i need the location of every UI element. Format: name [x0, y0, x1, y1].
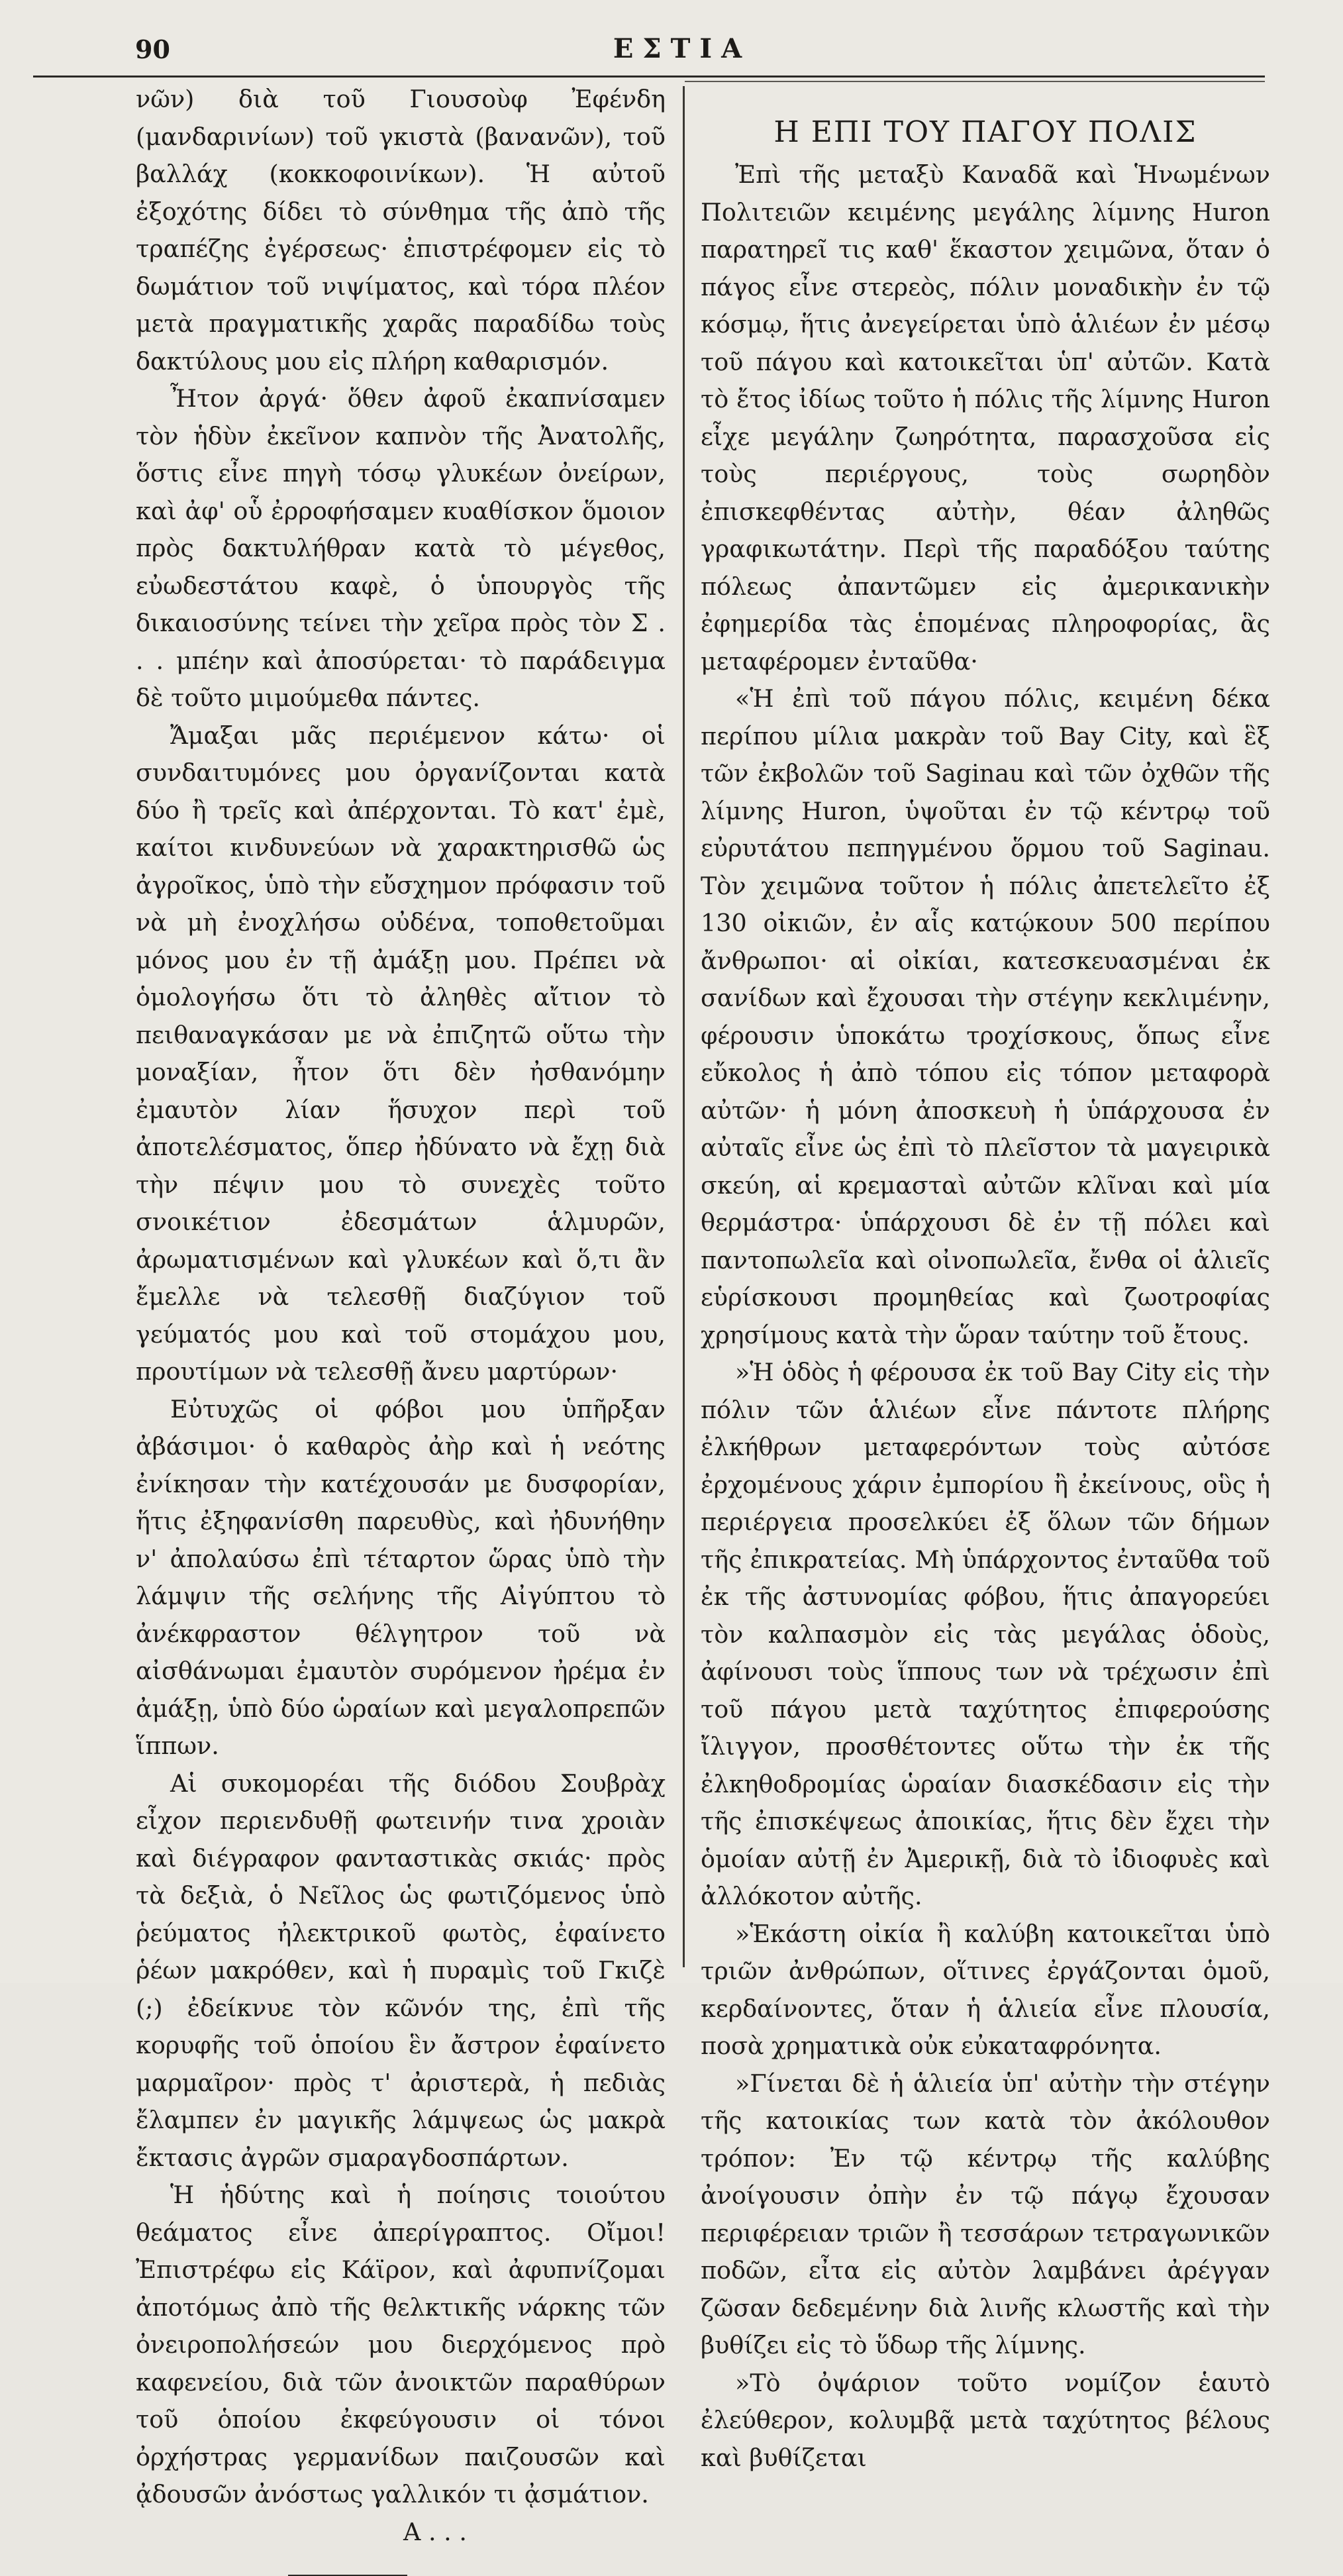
article-signature: Α . . .: [403, 2517, 467, 2546]
left-paragraph: Εὐτυχῶς οἱ φόβοι μου ὑπῆρξαν ἀβάσιμοι· ὁ καθαρὸς ἀὴρ καὶ ἡ νεότης ἐνίκησαν τὴν κατέχουσάν με δυσφορίαν, ἥτις ἐξηφανίσθη παρευθὺς, καὶ ἠδυνήθην ν' ἀπολαύσω ἐπὶ τέταρτον ὥρας ὑπὸ τὴν λάμψιν τῆς σελήνης τῆς Αἰγύπτου τὸ ἀνέκφραστον θέλγητρον τοῦ νὰ αἰσθάνωμαι ἐμαυτὸν συρόμενον ἠρέμα ἐν ἀμάξῃ, ὑπὸ δύο ὡραίων καὶ μεγαλοπρεπῶν ἵππων.: [136, 1394, 666, 1760]
left-paragraph: νῶν) διὰ τοῦ Γιουσοὺφ Ἐφένδη (μανδαρινίων) τοῦ γκιστὰ (βανανῶν), τοῦ βαλλάχ (κοκκοφοινίκων). Ἡ αὐτοῦ ἐξοχότης δίδει τὸ σύνθημα τῆς ἀπὸ τῆς τραπέζης ἐγέρσεως· ἐπιστρέφομεν εἰς τὸ δωμάτιον τοῦ νιψίματος, καὶ τόρα πλέον μετὰ πραγματικῆς χαρᾶς παραδίδω τοὺς δακτύλους μου εἰς πλήρη καθαρισμόν.: [136, 85, 666, 376]
right-column: [701, 81, 1270, 2477]
page-header: [99, 26, 1265, 73]
right-paragraph: Ἐπὶ τῆς μεταξὺ Καναδᾶ καὶ Ἡνωμένων Πολιτειῶν κειμένης μεγάλης λίμνης Huron παρατηρεῖ τις καθ' ἕκαστον χειμῶνα, ὅταν ὁ πάγος εἶνε στερεὸς, πόλιν μοναδικὴν ἐν τῷ κόσμῳ, ἥτις ἀνεγείρεται ὑπὸ ἁλιέων ἐν μέσῳ τοῦ πάγου καὶ κατοικεῖται ὑπ' αὐτῶν. Κατὰ τὸ ἔτος ἰδίως τοῦτο ἡ πόλις τῆς λίμνης Huron εἶχε μεγάλην ζωηρότητα, παρασχοῦσα εἰς τοὺς περιέργους, τοὺς σωρηδὸν ἐπισκεφθέντας αὐτὴν, θέαν ἀληθῶς γραφικωτάτην. Περὶ τῆς παραδόξου ταύτης πόλεως ἀπαντῶμεν εἰς ἀμερικανικὴν ἐφημερίδα τὰς ἑπομένας πληροφορίας, ἃς μεταφέρομεν ἐνταῦθα·: [701, 160, 1270, 676]
journal-title: ΕΣΤΙΑ: [613, 33, 752, 64]
column-divider: [683, 86, 685, 1967]
left-paragraph: Ἄμαξαι μᾶς περιέμενον κάτω· οἱ συνδαιτυμόνες μου ὀργανίζονται κατὰ δύο ἢ τρεῖς καὶ ἀπέρχονται. Τὸ κατ' ἐμὲ, καίτοι κινδυνεύων νὰ χαρακτηρισθῶ ὡς ἀγροῖκος, ὑπὸ τὴν εὔσχημον πρόφασιν τοῦ νὰ μὴ ἐνοχλήσω οὐδένα, τοποθετοῦμαι μόνος μου ἐν τῇ ἀμάξῃ μου. Πρέπει νὰ ὁμολογήσω ὅτι τὸ ἀληθὲς αἴτιον τὸ πειθαναγκάσαν με νὰ ἐπιζητῶ οὕτω τὴν μοναξίαν, ἦτον ὅτι δὲν ἠσθανόμην ἐμαυτὸν λίαν ἥσυχον περὶ τοῦ ἀποτελέσματος, ὅπερ ἠδύνατο νὰ ἔχῃ διὰ τὴν πέψιν μου τὸ συνεχὲς τοῦτο σνοικέτιον ἐδεσμάτων ἁλμυρῶν, ἀρωματισμένων καὶ γλυκέων καὶ ὅ,τι ἂν ἔμελλε νὰ τελεσθῇ διαζύγιον τοῦ γεύματός μου καὶ τοῦ στομάχου μου, προυτίμων νὰ τελεσθῇ ἄνευ μαρτύρων·: [136, 721, 666, 1386]
header-rule: [33, 76, 1265, 77]
page-number: 90: [135, 34, 170, 64]
left-paragraph: Ἦτον ἀργά· ὅθεν ἀφοῦ ἐκαπνίσαμεν τὸν ἡδὺν ἐκεῖνον καπνὸν τῆς Ἀνατολῆς, ὅστις εἶνε πηγὴ τόσῳ γλυκέων ὀνείρων, καὶ ἀφ' οὗ ἐρροφήσαμεν κυαθίσκον ὅμοιον πρὸς δακτυλήθραν κατὰ τὸ μέγεθος, εὐωδεστάτου καφὲ, ὁ ὑπουργὸς τῆς δικαιοσύνης τείνει τὴν χεῖρα πρὸς τὸν Σ . . . μπέην καὶ ἀποσύρεται· τὸ παράδειγμα δὲ τοῦτο μιμούμεθα πάντες.: [136, 384, 666, 712]
left-paragraph: Αἱ συκομορέαι τῆς διόδου Σουβρὰχ εἶχον περιενδυθῇ φωτεινήν τινα χροιὰν καὶ διέγραφον φανταστικὰς σκιάς· πρὸς τὰ δεξιὰ, ὁ Νεῖλος ὡς φωτιζόμενος ὑπὸ ῥεύματος ἠλεκτρικοῦ φωτὸς, ἐφαίνετο ῥέων μακρόθεν, καὶ ἡ πυραμὶς τοῦ Γκιζὲ (;) ἐδείκνυε τὸν κῶνόν της, ἐπὶ τῆς κορυφῆς τοῦ ὁποίου ἓν ἄστρον ἐφαίνετο μαρμαῖρον· πρὸς τ' ἀριστερὰ, ἡ πεδιὰς ἔλαμπεν ἐν μαγικῆς λάμψεως ὡς μακρὰ ἔκτασις ἀγρῶν σμαραγδοσπάρτων.: [136, 1769, 666, 2172]
right-paragraph: «Ἡ ἐπὶ τοῦ πάγου πόλις, κειμένη δέκα περίπου μίλια μακρὰν τοῦ Bay City, καὶ ἓξ τῶν ἐκβολῶν τοῦ Saginau καὶ τῶν ὀχθῶν τῆς λίμνης Huron, ὑψοῦται ἐν τῷ κέντρῳ τοῦ εὐρυτάτου πεπηγμένου ὅρμου τοῦ Saginau. Τὸν χειμῶνα τοῦτον ἡ πόλις ἀπετελεῖτο ἐξ 130 οἰκιῶν, ἐν αἷς κατῴκουν 500 περίπου ἄνθρωποι· αἱ οἰκίαι, κατεσκευασμέναι ἐκ σανίδων καὶ ἔχουσαι τὴν στέγην κεκλιμένην, φέρουσιν ὑποκάτω τροχίσκους, ὅπως εἶνε εὔκολος ἡ ἀπὸ τόπου εἰς τόπον μεταφορὰ αὐτῶν· ἡ μόνη ἀποσκευὴ ἡ ὑπάρχουσα ἐν αὐταῖς εἶνε ὡς ἐπὶ τὸ πλεῖστον τὰ μαγειρικὰ σκεύη, αἱ κρεμασταὶ αὐτῶν κλῖναι καὶ μία θερμάστρα· ὑπάρχουσι δὲ ἐν τῇ πόλει καὶ παντοπωλεῖα καὶ οἰνοπωλεῖα, ἔνθα οἱ ἁλιεῖς εὑρίσκουσι προμηθείας καὶ ζωοτροφίας χρησίμους κατὰ τὴν ὥραν ταύτην τοῦ ἔτους.: [701, 684, 1270, 1349]
left-column: [136, 81, 666, 2576]
right-paragraph: »Γίνεται δὲ ἡ ἁλιεία ὑπ' αὐτὴν τὴν στέγην τῆς κατοικίας των κατὰ τὸν ἀκόλουθον τρόπον: Ἐν τῷ κέντρῳ τῆς καλύβης ἀνοίγουσιν ὀπὴν ἐν τῷ πάγῳ ἔχουσαν περιφέρειαν τριῶν ἢ τεσσάρων τετραγωνικῶν ποδῶν, εἶτα εἰς αὐτὸν λαμβάνει ἀρέγγαν ζῶσαν δεδεμένην διὰ λινῆς κλωστῆς καὶ τὴν βυθίζει εἰς τὸ ὕδωρ τῆς λίμνης.: [701, 2069, 1270, 2359]
article-title: Η ΕΠΙ ΤΟΥ ΠΑΓΟΥ ΠΟΛΙΣ: [773, 115, 1197, 149]
right-paragraph: »Ἡ ὁδὸς ἡ φέρουσα ἐκ τοῦ Bay City εἰς τὴν πόλιν τῶν ἁλιέων εἶνε πάντοτε πλήρης ἐλκήθρων μεταφερόντων τοὺς αὐτόσε ἐρχομένους χάριν ἐμπορίου ἢ ἐκείνους, οὓς ἡ περιέργεια προσελκύει ἐξ ὅλων τῶν δήμων τῆς ἐπικρατείας. Μὴ ὑπάρχοντος ἐνταῦθα τοῦ ἐκ τῆς ἀστυνομίας φόβου, ἥτις ἀπαγορεύει τὸν καλπασμὸν εἰς τὰς μεγάλας ὁδοὺς, ἀφίνουσι τοὺς ἵππους των νὰ τρέχωσιν ἐπὶ τοῦ πάγου μετὰ ταχύτητος ἐπιφερούσης ἴλιγγον, προσθέτοντες οὕτω τὴν ἐκ τῆς ἐλκηθοδρομίας ὡραίαν διασκέδασιν εἰς τὴν τῆς ἐπισκέψεως ἀποικίας, ἥτις δὲν ἔχει τὴν ὁμοίαν αὐτῇ ἐν Ἀμερικῇ, διὰ τὸ ἰδιοφυὲς καὶ ἀλλόκοτον αὐτῆς.: [701, 1358, 1270, 1910]
left-paragraph: Ἡ ἡδύτης καὶ ἡ ποίησις τοιούτου θεάματος εἶνε ἀπερίγραπτος. Οἴμοι! Ἐπιστρέφω εἰς Κάϊρον, καὶ ἀφυπνίζομαι ἀποτόμως ἀπὸ τῆς θελκτικῆς νάρκης τῶν ὀνειροπολήσεών μου διερχόμενος πρὸ καφενείου, διὰ τῶν ἀνοικτῶν παραθύρων τοῦ ὁποίου ἐκφεύγουσιν οἱ τόνοι ὀρχήστρας γερμανίδων παιζουσῶν καὶ ᾀδουσῶν ἀνόστως γαλλικόν τι ᾀσμάτιον.: [136, 2181, 666, 2508]
right-paragraph: »Ἑκάστη οἰκία ἢ καλύβη κατοικεῖται ὑπὸ τριῶν ἀνθρώπων, οἵτινες ἐργάζονται ὁμοῦ, κερδαίνοντες, ὅταν ἡ ἁλιεία εἶνε πλουσία, ποσὰ χρηματικὰ οὐκ εὐκαταφρόνητα.: [701, 1919, 1270, 2060]
right-paragraph: »Τὸ ὀψάριον τοῦτο νομίζον ἑαυτὸ ἐλεύθερον, κολυμβᾷ μετὰ ταχύτητος βέλους καὶ βυθίζεται: [701, 2368, 1270, 2472]
